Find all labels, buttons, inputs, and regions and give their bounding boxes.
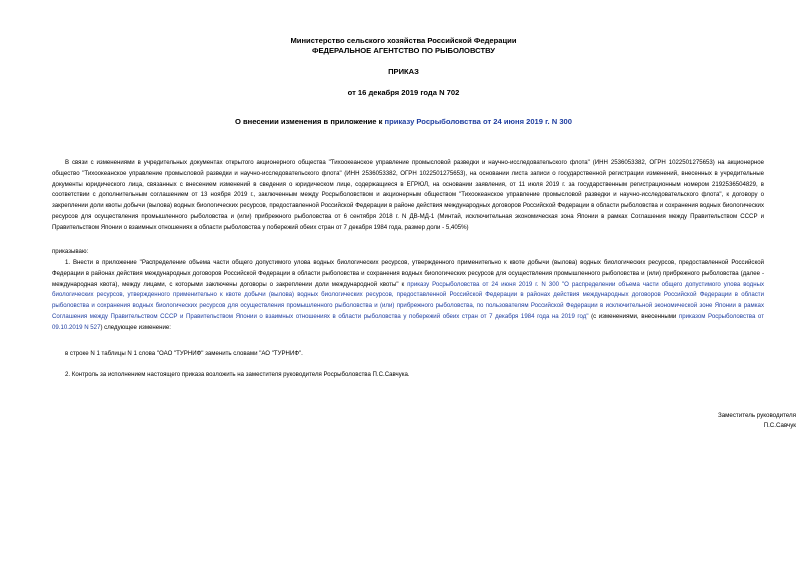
item-2-paragraph: 2. Контроль за исполнением настоящего приказа возложить на заместителя руководителя Росрыболовства П.С.Савчука. [65,371,410,378]
intro-paragraph: В связи с изменениями в учредительных документах открытого акционерного общества "Тихоокеанское управление промысловой разведки и научно-исследовательского флота" (ИНН 2536053382, ОГРН 1022501275653) на акционерное общество "Тихоокеанское управление промысловой разведки и научно-исследовательского флота" (ИНН 2536053382, ОГРН 1022501275653), на основании листа записи о государственной регистрации изменений, внесенных в учредительные документы юридического лица, связанных с внесением изменений в сведения о юридическом лице, содержащиеся в ЕГРЮЛ, на основании заявления, от 11 июля 2019 г. за государственным регистрационным номером 2192536504829, в соответствии с дополнительным соглашением от 13 ноября 2019 г., заключенным между Росрыболовством и акционерным обществом "Тихоокеанское управление промысловой разведки и научно-исследовательского флота", к договору о закреплении доли квоты добычи (вылова) водных биологических ресурсов, предоставленной Российской Федерации в районе действия международных договоров Российской Федерации в области рыболовства и сохранения водных биологических ресурсов для осуществления промышленного рыболовства и (или) прибрежного рыболовства от 6 сентября 2018 г. N ДВ-МД-1 (Минтай, исключительная экономическая зона Японии в рамках Соглашения между Правительством СССР и Правительством Японии о взаимных отношениях в области рыболовства у побережий обеих стран от 7 декабря 1984 года, размер доли - 5,405%) [52,159,764,231]
doc-date-number: от 16 декабря 2019 года N 702 [347,88,460,97]
item-1-order-link[interactable]: приказу Росрыболовства от 24 июня 2019 г. N 300 "О распределении объема части общего допустимого улова водных биологических ресурсов, утвержденного применительно к квоте добычи (вылова) водных биологических ресурсов, предоставленной Российской Федерации в районах действия международных договоров Российской Федерации в области рыболовства и сохранения водных биологических ресурсов для осуществления промышленного рыболовства и (или) прибрежного рыболовства, по пользователям Российской Федерации в исключительной экономической зоне Японии в рамках Соглашения между Правительством СССР и Правительством Японии о взаимных отношениях в области рыболовства у побережий обеих стран от 7 декабря 1984 года на 2019 год" [52,280,764,320]
item-1-text-a: 1. Внести в приложение "Распределение объема части общего допустимого улова водных биологических ресурсов, утвержденного применительно к квоте добычи (вылова) водных биологических ресурсов, предоставленной Российской Федерации в районах действия международных договоров Российской Федерации в области рыболовства и сохранения водных биологических ресурсов для осуществления промышленного рыболовства и (или) прибрежного рыболовства (далее - международная квота), между лицами, с которыми заключены договоры о закреплении доли международной квоты" к [52,259,764,288]
item-1-text-c: ) следующее изменение: [100,323,172,331]
doc-title-link[interactable]: приказу Росрыболовства от 24 июня 2019 г. N 300 [384,117,573,126]
signatory-name: П.С.Савчук [763,422,796,429]
signatory-position: Заместитель руководителя [717,412,796,419]
doc-title [0,117,807,127]
order-word: приказываю: [52,248,89,255]
doc-title-prefix: О внесении изменения в приложение к [234,117,385,126]
change-paragraph: в строке N 1 таблицы N 1 слова "ОАО "ТУРНИФ" заменить словами "АО "ТУРНИФ". [65,350,303,357]
item-1-amendment-link[interactable]: приказом Росрыболовства от 09.10.2019 N 527 [52,312,764,331]
item-1-text-b: (с изменениями, внесенными [588,312,679,320]
ministry-name: Министерство сельского хозяйства Российской Федерации [290,36,517,45]
item-1-paragraph [52,258,764,334]
agency-name: ФЕДЕРАЛЬНОЕ АГЕНТСТВО ПО РЫБОЛОВСТВУ [312,46,495,55]
doc-type: ПРИКАЗ [388,67,419,76]
